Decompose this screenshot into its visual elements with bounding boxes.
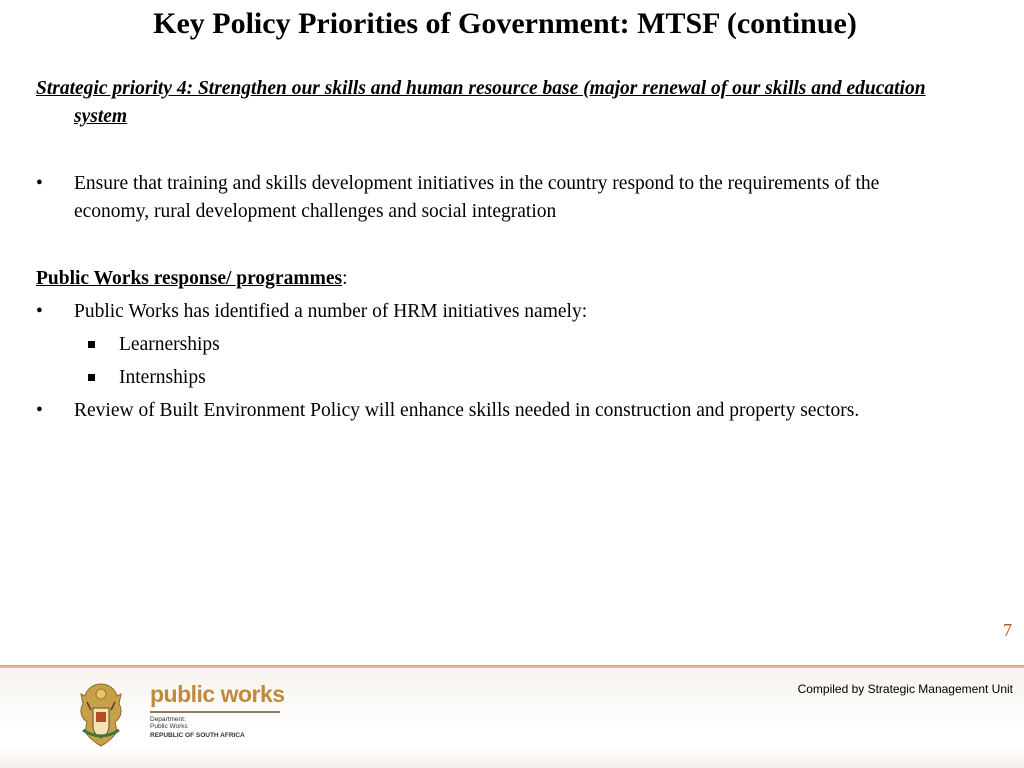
sub-item-internships: [36, 364, 956, 392]
compiled-by-label: Compiled by Strategic Management Unit: [797, 682, 1013, 696]
logo-department: Department:: [150, 716, 186, 723]
logo-country: REPUBLIC OF SOUTH AFRICA: [150, 732, 245, 739]
logo-underline: [150, 711, 280, 713]
square-bullet-icon: [88, 374, 95, 381]
response-heading-colon: :: [342, 268, 348, 289]
slide-title: Key Policy Priorities of Government: MTSF (continue): [153, 7, 857, 40]
coat-of-arms-icon: [75, 680, 127, 748]
priority-heading: Strategic priority 4: Strengthen our skills and human resource base (major renewal of our skills and education system: [36, 78, 926, 127]
response-bullet: [36, 298, 956, 326]
bullet-mark: •: [36, 301, 43, 322]
page-number: 7: [1003, 620, 1012, 640]
response-heading-line: [36, 265, 956, 293]
bottom-strip: [0, 748, 1024, 768]
response-bullet-text: Public Works has identified a number of HRM initiatives namely:: [74, 301, 588, 322]
bullet-mark: •: [36, 400, 43, 421]
spacer: [36, 131, 956, 170]
priority-bullet: [36, 170, 956, 226]
response-bullet: [36, 397, 956, 425]
response-bullet-text: Review of Built Environment Policy will enhance skills needed in construction and property sectors.: [74, 400, 860, 421]
square-bullet-icon: [88, 341, 95, 348]
sub-item-text: Learnerships: [119, 334, 220, 355]
response-heading: Public Works response/ programmes: [36, 268, 343, 289]
logo-wordmark: public works: [150, 681, 285, 707]
priority-bullet-text: Ensure that training and skills development initiatives in the country respond to the requirements of the economy, rural development challenges and social integration: [74, 173, 880, 222]
logo-public-works: Public Works: [150, 723, 188, 730]
bullet-mark: •: [36, 173, 43, 194]
sub-item-text: Internships: [119, 367, 206, 388]
spacer: [36, 226, 956, 265]
slide-content: [36, 75, 956, 425]
public-works-logo: [75, 680, 285, 750]
footer-divider: [0, 665, 1024, 668]
sub-item-learnerships: [36, 331, 956, 359]
